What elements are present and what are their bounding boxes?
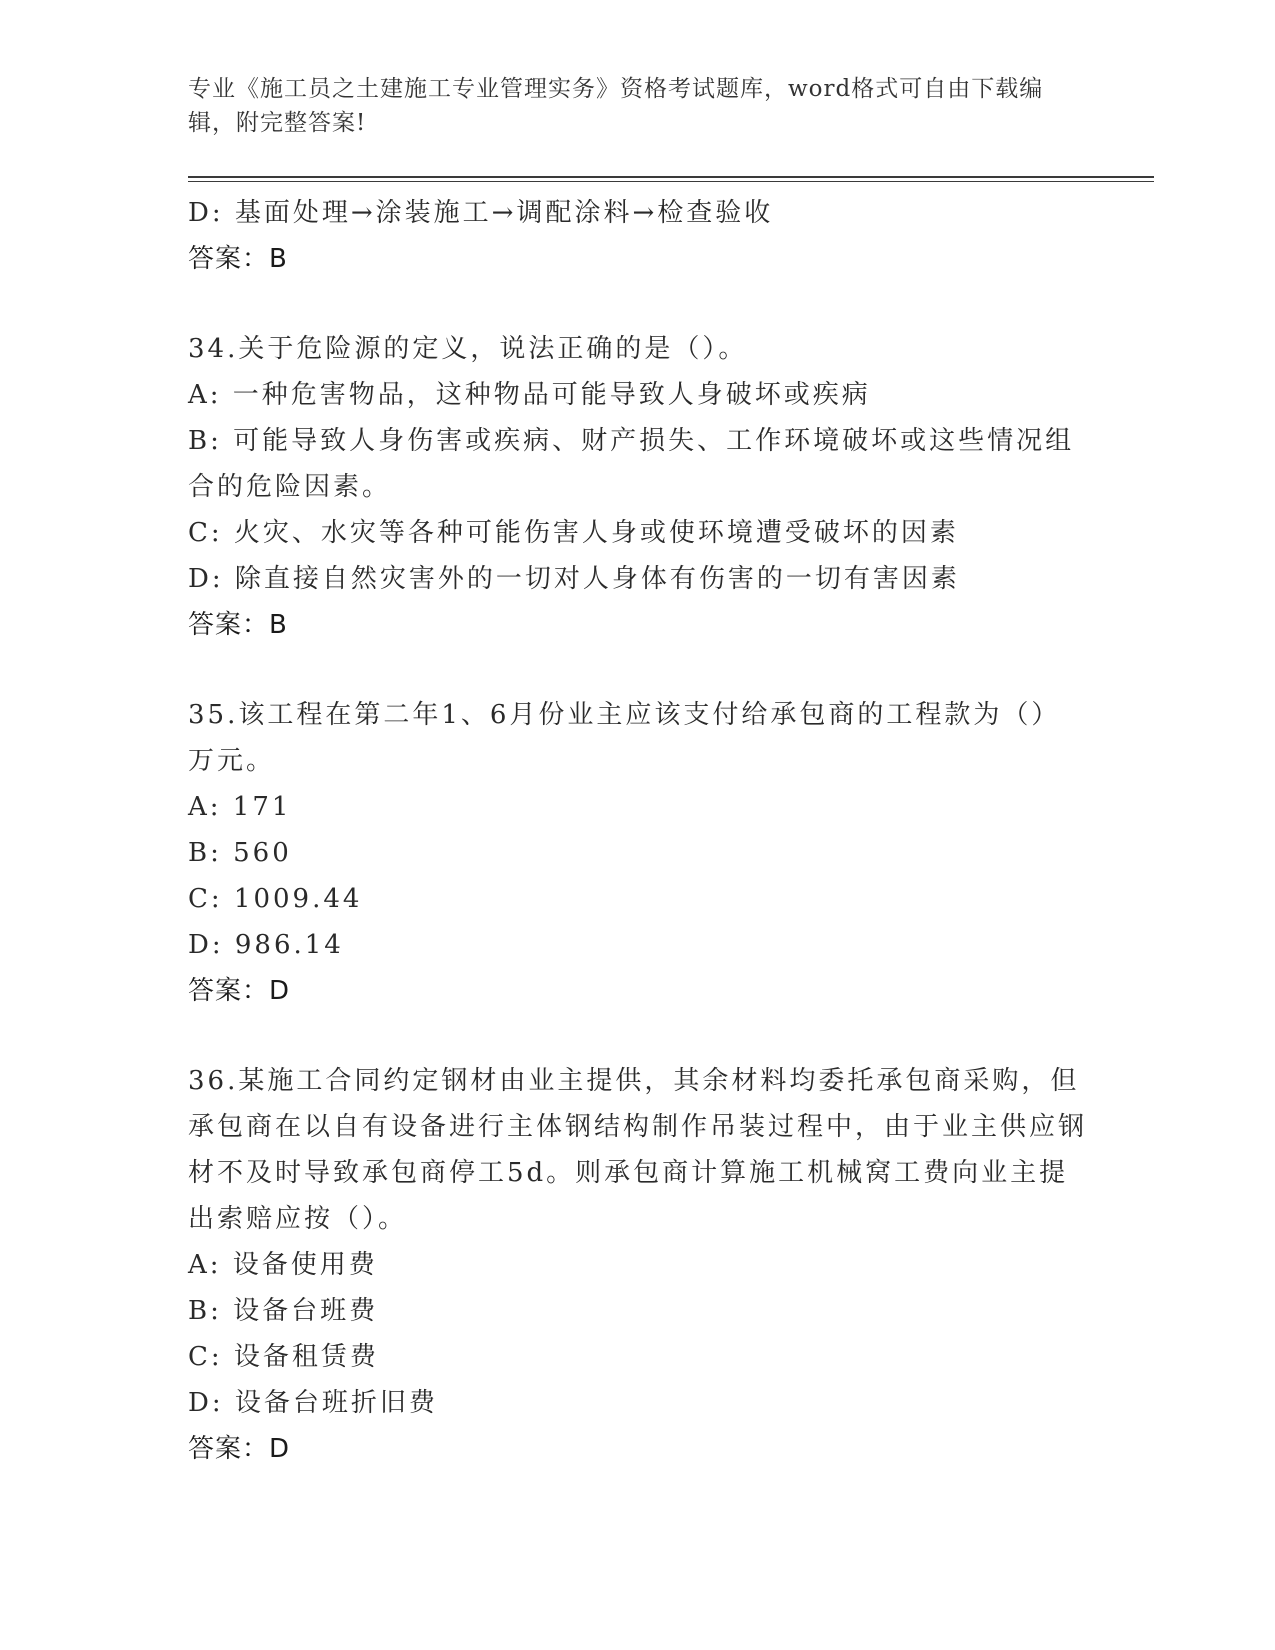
option-c: C: 火灾、水灾等各种可能伤害人身或使环境遭受破坏的因素 bbox=[188, 518, 959, 548]
option-d: D: 基面处理→涂装施工→调配涂料→检查验收 bbox=[188, 198, 774, 228]
spacer bbox=[188, 648, 1088, 692]
option-a: A: 171 bbox=[188, 792, 292, 822]
option-c: C: 设备租赁费 bbox=[188, 1342, 379, 1372]
question-36 bbox=[188, 1058, 1088, 1472]
document-body bbox=[188, 190, 1088, 1472]
spacer bbox=[188, 282, 1088, 326]
option-d: D: 除直接自然灾害外的一切对人身体有伤害的一切有害因素 bbox=[188, 564, 960, 594]
option-a: A: 设备使用费 bbox=[188, 1250, 378, 1280]
document-header: 专业《施工员之土建施工专业管理实务》资格考试题库，word格式可自由下载编辑，附完整答案! bbox=[188, 76, 1044, 136]
option-c: C: 1009.44 bbox=[188, 884, 363, 914]
answer-line: 答案：D bbox=[188, 1434, 291, 1464]
answer-line: 答案：D bbox=[188, 976, 291, 1006]
option-b: B: 可能导致人身伤害或疾病、财产损失、工作环境破坏或这些情况组合的危险因素。 bbox=[188, 426, 1075, 502]
question-stem: 35.该工程在第二年1、6月份业主应该支付给承包商的工程款为（）万元。 bbox=[188, 700, 1061, 776]
header-divider-thick bbox=[188, 176, 1154, 178]
question-fragment bbox=[188, 190, 1088, 282]
answer-line: 答案：B bbox=[188, 610, 288, 640]
spacer bbox=[188, 1014, 1088, 1058]
question-stem: 36.某施工合同约定钢材由业主提供，其余材料均委托承包商采购，但承包商在以自有设备进行主体钢结构制作吊装过程中，由于业主供应钢材不及时导致承包商停工5d。则承包商计算施工机械窝工费向业主提出索赔应按（）。 bbox=[188, 1066, 1088, 1234]
question-stem: 34.关于危险源的定义，说法正确的是（）。 bbox=[188, 334, 748, 364]
option-d: D: 设备台班折旧费 bbox=[188, 1388, 438, 1418]
question-34 bbox=[188, 326, 1088, 648]
question-35 bbox=[188, 692, 1088, 1014]
option-a: A: 一种危害物品，这种物品可能导致人身破坏或疾病 bbox=[188, 380, 871, 410]
option-b: B: 560 bbox=[188, 838, 292, 868]
answer-line: 答案：B bbox=[188, 244, 288, 274]
header-divider-thin bbox=[188, 181, 1154, 182]
option-d: D: 986.14 bbox=[188, 930, 344, 960]
option-b: B: 设备台班费 bbox=[188, 1296, 379, 1326]
